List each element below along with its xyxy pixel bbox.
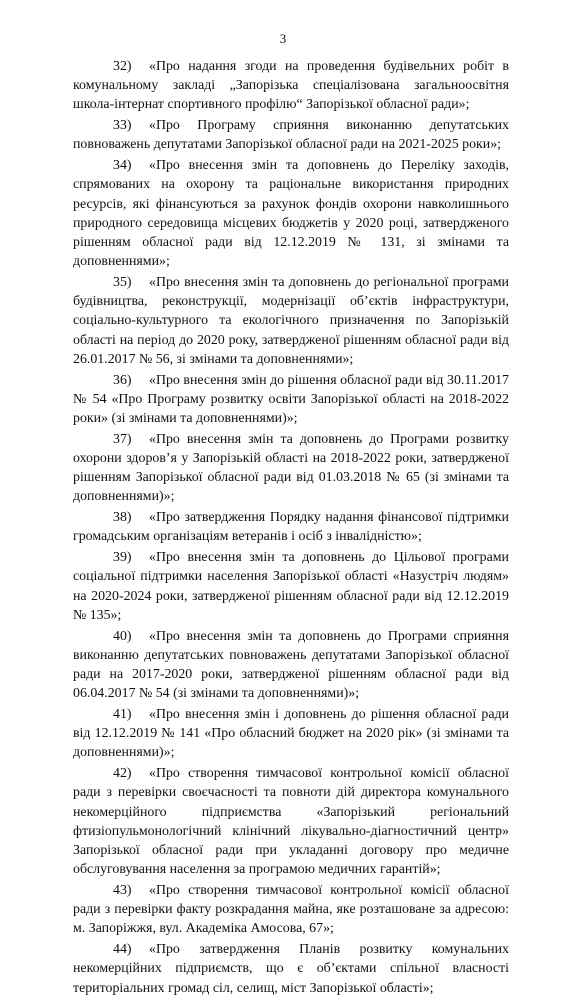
agenda-item-text: «Про внесення змін та доповнень до регіональної програми будівництва, реконструкції, модернізації об’єктів інфраструктури, соціально-культурного та екологічного призначення по Запорізькій області на період до 2020 року, затвердженої рішенням обласної ради від 26.01.2017 № 56, зі змінами та доповненнями»; <box>73 275 509 367</box>
agenda-item-number: 35) <box>113 275 132 291</box>
agenda-item-text: «Про внесення змін до рішення обласної ради від 30.11.2017 № 54 «Про Програму розвитку освіти Запорізької області на 2018-2022 роки» (зі змінами та доповненнями)»; <box>73 372 509 427</box>
agenda-item-text: «Про внесення змін та доповнень до Програми сприяння виконанню депутатських повноважень депутатами Запорізької обласної ради на 2017-2020 роки, затвердженої рішенням обласної ради від 06.04.2017 № 54 (зі змінами та доповненнями)»; <box>73 628 509 702</box>
agenda-item <box>73 371 509 429</box>
agenda-item-number: 38) <box>113 510 132 526</box>
agenda-item-text: «Про створення тимчасової контрольної комісії обласної ради з перевірки факту розкрадання майна, яке розташоване за адресою: м. Запоріжжя, вул. Академіка Амосова, 67»; <box>73 883 509 937</box>
agenda-item-text: «Про затвердження Порядку надання фінансової підтримки громадським організаціям ветеранів і осіб з інвалідністю»; <box>73 510 509 545</box>
agenda-item <box>73 430 509 507</box>
agenda-item-number: 41) <box>113 707 132 723</box>
agenda-item <box>73 764 509 879</box>
agenda-item <box>73 548 509 625</box>
agenda-item-number: 44) <box>113 942 132 958</box>
agenda-item-text: «Про затвердження Планів розвитку комунальних некомерційних підприємств, що є об’єктами спільної власності територіальних громад сіл, селищ, міст Запорізької області»; <box>73 942 509 996</box>
agenda-item-number: 32) <box>113 59 132 74</box>
agenda-item <box>73 508 509 546</box>
agenda-item-text: «Про надання згоди на проведення будівельних робіт в комунальному закладі „Запорізька спеціалізована загальноосвітня школа-інтернат спортивного профілю“ Запорізької обласної ради»; <box>73 59 509 113</box>
agenda-item-text: «Про внесення змін та доповнень до Цільової програми соціальної підтримки населення Запорізької області «Назустріч людям» на 2020-2024 роки, затвердженої рішенням обласної ради від 12.12.2019 № 135»; <box>73 550 509 623</box>
agenda-item <box>73 57 509 115</box>
agenda-item-text: «Про внесення змін і доповнень до рішення обласної ради від 12.12.2019 № 141 «Про обласний бюджет на 2020 рік» (зі змінами та доповненнями)»; <box>73 707 509 761</box>
agenda-item-number: 43) <box>113 883 132 899</box>
agenda-item <box>73 273 509 369</box>
agenda-item-number: 39) <box>113 550 132 566</box>
agenda-item-number: 33) <box>113 118 132 134</box>
agenda-item <box>73 881 509 939</box>
agenda-item-text: «Про внесення змін та доповнень до Переліку заходів, спрямованих на охорону та раціональне використання природних ресурсів, які фінансуються за рахунок фондів охорони навколишнього природного середовища місцевих бюджетів у 2020 році, затвердженого рішенням обласної ради від 12.12.2019 № 131, зі змінами та доповненнями»; <box>73 158 509 270</box>
agenda-item <box>73 705 509 763</box>
agenda-item <box>73 156 509 271</box>
agenda-list <box>73 57 509 999</box>
agenda-item-text: «Про створення тимчасової контрольної комісії обласної ради з перевірки своєчасності та повноти дій директора комунального некомерційного підприємства «Запорізький регіональний фтизіопульмонологічний клінічний лікувально-діагностичний центр» Запорізької обласної ради при укладанні договору про медичне обслуговування населення за програмою медичних гарантій»; <box>73 766 509 878</box>
agenda-item-number: 40) <box>113 628 132 644</box>
agenda-item-number: 42) <box>113 766 132 782</box>
agenda-item-text: «Про внесення змін та доповнень до Програми розвитку охорони здоров’я у Запорізькій області на 2018-2022 роки, затвердженої рішенням Запорізької обласної ради від 01.03.2018 № 65 (зі змінами та доповненнями)»; <box>73 431 509 505</box>
agenda-item <box>73 940 509 998</box>
agenda-item <box>73 116 509 154</box>
agenda-item-number: 34) <box>113 158 132 174</box>
agenda-item-number: 36) <box>113 372 132 388</box>
agenda-item-text: «Про Програму сприяння виконанню депутатських повноважень депутатами Запорізької обласної ради на 2021-2025 роки»; <box>73 118 509 153</box>
agenda-item <box>73 627 509 704</box>
agenda-item-number: 37) <box>113 431 132 447</box>
page-number: 3 <box>279 31 287 46</box>
